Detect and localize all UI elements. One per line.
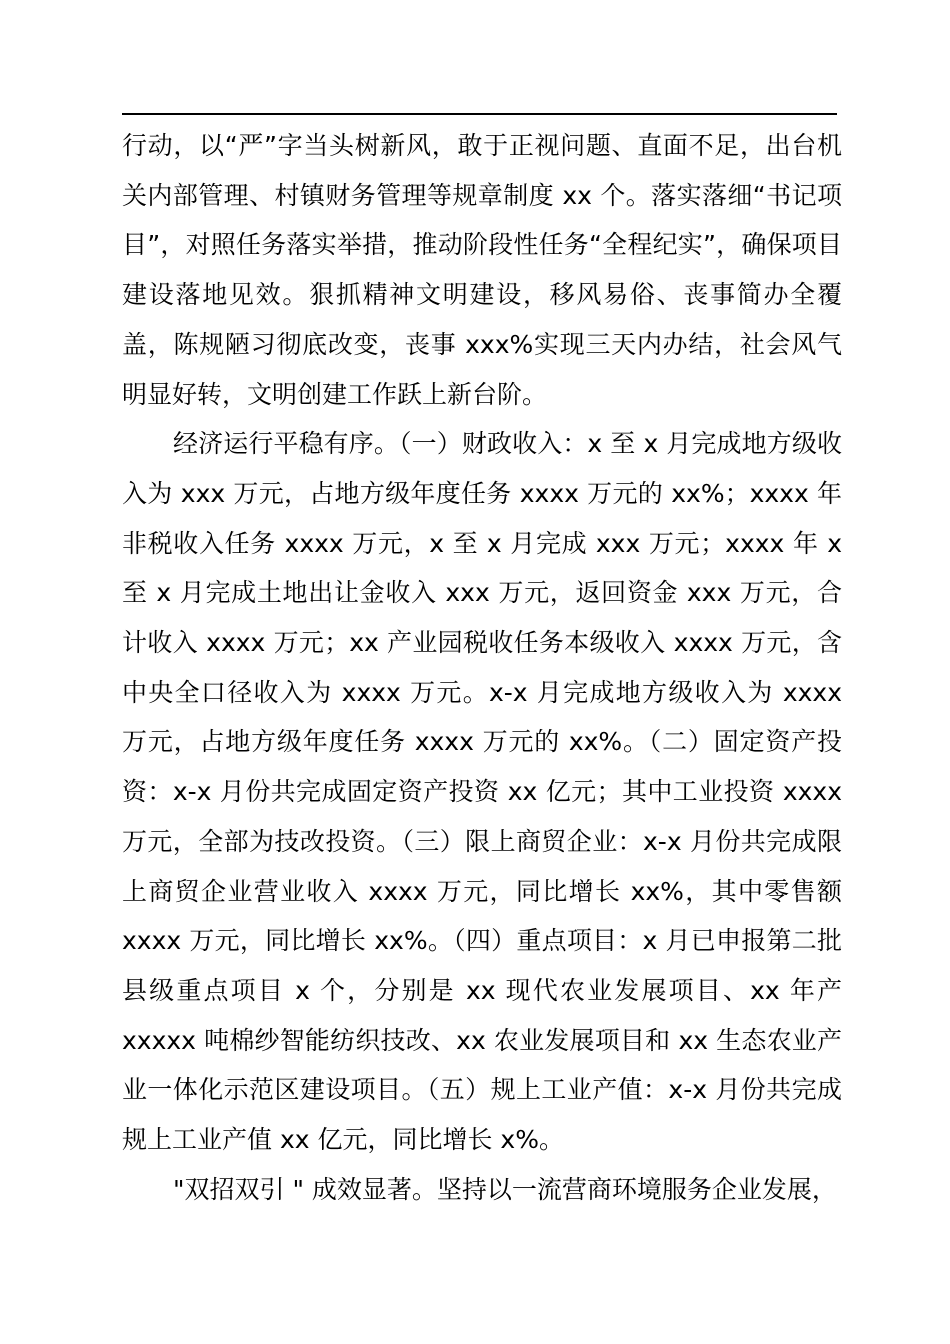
paragraph-continuation: 行动，以“严”字当头树新风，敢于正视问题、直面不足，出台机关内部管理、村镇财务管理等规章制度 xx 个。落实落细“书记项目”，对照任务落实举措，推动阶段性任务“全程纪实”，确保项目建设落地见效。狠抓精神文明建设，移风易俗、丧事简办全覆盖，陈规陋习彻底改变，丧事 xxx%实现三天内办结，社会风气明显好转，文明创建工作跃上新台阶。: [122, 131, 842, 409]
paragraph-economy: 经济运行平稳有序。（一）财政收入：x 至 x 月完成地方级收入为 xxx 万元，占地方级年度任务 xxxx 万元的 xx%；xxxx 年非税收入任务 xxxx 万元，x 至 x 月完成 xxx 万元；xxxx 年 x 至 x 月完成土地出让金收入 xxx 万元，返回资金 xxx 万元，合计收入 xxxx 万元；xx 产业园税收任务本级收入 xxxx 万元，含中央全口径收入为 xxxx 万元。x-x 月完成地方级收入为 xxxx 万元，占地方级年度任务 xxxx 万元的 xx%。（二）固定资产投资：x-x 月份共完成固定资产投资 xx 亿元；其中工业投资 xxxx 万元，全部为技改投资。（三）限上商贸企业：x-x 月份共完成限上商贸企业营业收入 xxxx 万元，同比增长 xx%，其中零售额 xxxx 万元，同比增长 xx%。（四）重点项目：x 月已申报第二批县级重点项目 x 个，分别是 xx 现代农业发展项目、xx 年产 xxxxx 吨棉纱智能纺织技改、xx 农业发展项目和 xx 生态农业产业一体化示范区建设项目。（五）规上工业产值：x-x 月份共完成规上工业产值 xx 亿元，同比增长 x%。: [122, 429, 842, 1155]
body-text: [122, 121, 842, 1214]
header-rule: [122, 113, 837, 115]
paragraph-investment-promotion: "双招双引 " 成效显著。坚持以一流营商环境服务企业发展，: [173, 1174, 837, 1204]
